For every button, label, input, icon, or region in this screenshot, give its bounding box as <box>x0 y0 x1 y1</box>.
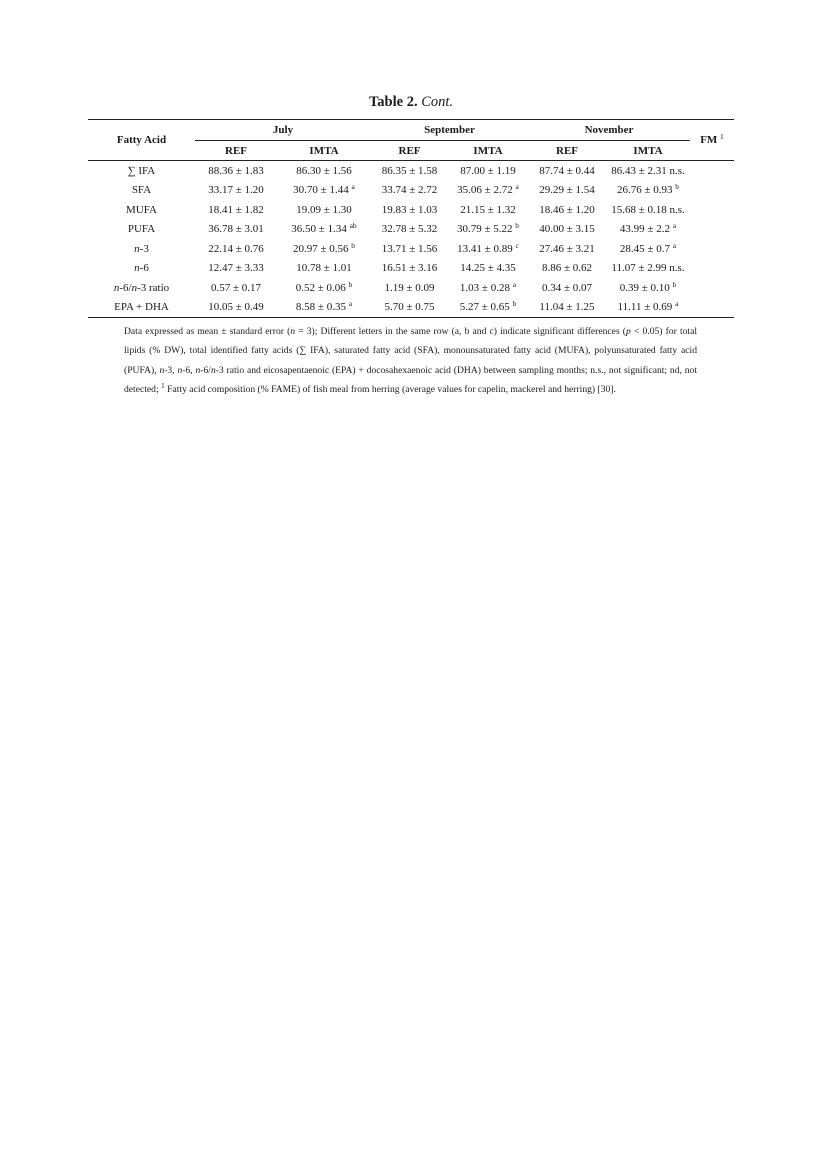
table-cell <box>448 298 528 318</box>
cell-value: 11.04 ± 1.25 <box>539 301 595 314</box>
cell-value: 11.11 ± 0.69 <box>617 301 673 314</box>
cell-value: 12.47 ± 3.33 <box>208 262 264 275</box>
cell-value: 43.99 ± 2.2 <box>619 223 670 236</box>
table-continued: Cont. <box>421 94 454 110</box>
table-row <box>88 278 734 298</box>
table-cell <box>448 259 528 279</box>
cell-value: 36.78 ± 3.01 <box>208 223 264 236</box>
table-cell <box>195 181 277 201</box>
table-number: Table 2. <box>368 94 418 110</box>
cell-value: 30.79 ± 5.22 <box>456 223 513 236</box>
row-label: n-6/n-3 ratio <box>113 281 170 294</box>
fm-cell <box>690 298 734 318</box>
cell-value: 21.15 ± 1.32 <box>460 203 516 216</box>
table-cell <box>371 278 448 298</box>
table-cell <box>606 239 690 259</box>
significance-letter: a <box>512 279 517 289</box>
row-label: ∑ IFA <box>127 164 156 177</box>
cell-value: 13.71 ± 1.56 <box>381 242 438 255</box>
table-cell <box>606 278 690 298</box>
cell-value: 30.70 ± 1.44 <box>293 184 349 197</box>
cell-value: 26.76 ± 0.93 <box>616 184 673 197</box>
cell-value: 5.27 ± 0.65 <box>459 301 510 314</box>
fatty-acid-table <box>88 119 734 318</box>
row-label: MUFA <box>126 203 157 216</box>
table-cell <box>371 181 448 201</box>
cell-value: 1.19 ± 0.09 <box>384 281 435 294</box>
cell-value: 10.78 ± 1.01 <box>296 262 352 275</box>
table-row <box>88 181 734 201</box>
table-cell <box>606 200 690 220</box>
cell-value: 27.46 ± 3.21 <box>539 242 595 255</box>
table-cell <box>277 239 371 259</box>
significance-letter: a <box>515 182 519 192</box>
table-cell <box>606 220 690 240</box>
significance-letter: b <box>672 279 677 289</box>
table-row <box>88 259 734 279</box>
fm-cell <box>690 161 734 181</box>
header-september-imta: IMTA <box>473 144 503 157</box>
header-september-ref: REF <box>398 144 421 157</box>
cell-value: 0.52 ± 0.06 <box>295 281 346 294</box>
fm-cell <box>690 259 734 279</box>
cell-value: 18.41 ± 1.82 <box>208 203 264 216</box>
table-row <box>88 220 734 240</box>
significance-letter: b <box>512 299 517 309</box>
cell-value: 28.45 ± 0.7 <box>619 242 670 255</box>
table-cell <box>528 278 606 298</box>
table-cell <box>371 200 448 220</box>
table-cell <box>606 259 690 279</box>
significance-letter: b <box>515 221 520 231</box>
table-cell <box>371 259 448 279</box>
cell-value: 8.86 ± 0.62 <box>541 262 593 275</box>
fm-cell <box>690 200 734 220</box>
table-cell <box>528 200 606 220</box>
table-cell <box>448 181 528 201</box>
cell-value: 32.78 ± 5.32 <box>381 223 438 236</box>
cell-value: 19.09 ± 1.30 <box>296 203 352 216</box>
table-footnote: Data expressed as mean ± standard error (n = 3); Different letters in the same row (a, b and c) indicate significant differences (p < 0.05) for total lipids (% DW), total identified fatty acids (∑ IFA), saturated fatty acid (SFA), monounsaturated fatty acid (MUFA), polyunsaturated fatty acid (PUFA), n-3, n-6, n-6/n-3 ratio and eicosapentaenoic (EPA) + docosahexaenoic acid (DHA) between sampling months; n.s., not significant; nd, not detected; $^1$ Fatty acid composition (% FAME) of fish meal from herring (average values for capelin, mackerel and herring) [30]. <box>124 326 697 396</box>
table-cell <box>528 298 606 318</box>
significance-letter: a <box>675 299 679 309</box>
cell-value: 40.00 ± 3.15 <box>539 223 595 236</box>
table-cell <box>195 220 277 240</box>
cell-value: 14.25 ± 4.35 <box>460 262 516 275</box>
table-cell <box>528 239 606 259</box>
cell-value: 33.74 ± 2.72 <box>381 184 438 197</box>
table-cell <box>371 161 448 181</box>
table-cell <box>277 259 371 279</box>
fm-cell <box>690 239 734 259</box>
row-label: SFA <box>131 184 152 197</box>
significance-letter: ab <box>349 221 357 231</box>
header-november-imta: IMTA <box>633 144 663 157</box>
table-cell <box>528 161 606 181</box>
table-caption <box>88 94 734 111</box>
cell-value: 88.36 ± 1.83 <box>208 164 264 177</box>
table-row <box>88 161 734 181</box>
table-cell <box>277 278 371 298</box>
cell-value: 20.97 ± 0.56 <box>292 242 349 255</box>
table-cell <box>528 181 606 201</box>
table-row <box>88 298 734 318</box>
cell-value: 87.74 ± 0.44 <box>539 164 595 177</box>
header-november: November <box>528 120 690 141</box>
cell-value: 87.00 ± 1.19 <box>460 164 516 177</box>
cell-value: 0.34 ± 0.07 <box>541 281 593 294</box>
cell-value: 33.17 ± 1.20 <box>208 184 264 197</box>
table-cell <box>528 220 606 240</box>
table-cell <box>277 298 371 318</box>
header-fatty-acid: Fatty Acid <box>116 134 167 146</box>
cell-value: 18.46 ± 1.20 <box>539 203 595 216</box>
table-cell <box>277 181 371 201</box>
cell-value: 86.43 ± 2.31 n.s. <box>611 164 685 177</box>
cell-value: 0.39 ± 0.10 <box>619 281 670 294</box>
header-july: July <box>195 120 371 141</box>
row-label: n-6 <box>134 262 149 275</box>
significance-letter: a <box>672 221 677 231</box>
header-july-imta: IMTA <box>309 144 339 157</box>
significance-letter: b <box>348 279 353 289</box>
row-label: EPA + DHA <box>114 301 169 314</box>
cell-value: 16.51 ± 3.16 <box>381 262 438 275</box>
table-cell <box>195 278 277 298</box>
significance-letter: a <box>672 240 677 250</box>
row-label: PUFA <box>127 223 156 236</box>
cell-value: 15.68 ± 0.18 n.s. <box>611 203 685 216</box>
table-cell <box>448 200 528 220</box>
row-label: n-3 <box>134 242 149 255</box>
cell-value: 0.57 ± 0.17 <box>210 281 262 294</box>
cell-value: 86.35 ± 1.58 <box>381 164 438 177</box>
table-cell <box>277 161 371 181</box>
significance-letter: b <box>351 240 356 250</box>
cell-value: 29.29 ± 1.54 <box>539 184 595 197</box>
cell-value: 35.06 ± 2.72 <box>457 184 513 197</box>
table-cell <box>371 239 448 259</box>
table-cell <box>606 181 690 201</box>
table-cell <box>528 259 606 279</box>
cell-value: 8.58 ± 0.35 <box>295 301 346 314</box>
fm-cell <box>690 181 734 201</box>
header-september: September <box>371 120 528 141</box>
table-cell <box>195 161 277 181</box>
significance-letter: b <box>675 182 680 192</box>
cell-value: 22.14 ± 0.76 <box>208 242 264 255</box>
header-row-groups <box>88 120 734 141</box>
fm-cell <box>690 220 734 240</box>
cell-value: 11.07 ± 2.99 n.s. <box>611 262 685 275</box>
table-cell <box>448 220 528 240</box>
cell-value: 1.03 ± 0.28 <box>459 281 510 294</box>
significance-letter: a <box>348 299 353 309</box>
table-cell <box>448 278 528 298</box>
table-cell <box>448 161 528 181</box>
table-cell <box>195 259 277 279</box>
table-cell <box>195 298 277 318</box>
cell-value: 13.41 ± 0.89 <box>457 242 513 255</box>
table-cell <box>448 239 528 259</box>
cell-value: 36.50 ± 1.34 <box>291 223 347 236</box>
header-july-ref: REF <box>225 144 247 157</box>
significance-letter: a <box>351 182 355 192</box>
table-cell <box>277 200 371 220</box>
table-cell <box>195 200 277 220</box>
table-cell <box>195 239 277 259</box>
cell-value: 5.70 ± 0.75 <box>384 301 435 314</box>
cell-value: 86.30 ± 1.56 <box>296 164 352 177</box>
table-cell <box>371 220 448 240</box>
cell-value: 10.05 ± 0.49 <box>208 301 264 314</box>
table-row <box>88 239 734 259</box>
table-row <box>88 200 734 220</box>
header-fm: FM $^1$ <box>700 132 724 146</box>
significance-letter: c <box>515 240 519 250</box>
table-cell <box>606 161 690 181</box>
cell-value: 19.83 ± 1.03 <box>381 203 438 216</box>
table-body <box>88 161 734 318</box>
header-november-ref: REF <box>556 144 578 157</box>
fm-cell <box>690 278 734 298</box>
table-cell <box>606 298 690 318</box>
table-cell <box>277 220 371 240</box>
table-cell <box>371 298 448 318</box>
